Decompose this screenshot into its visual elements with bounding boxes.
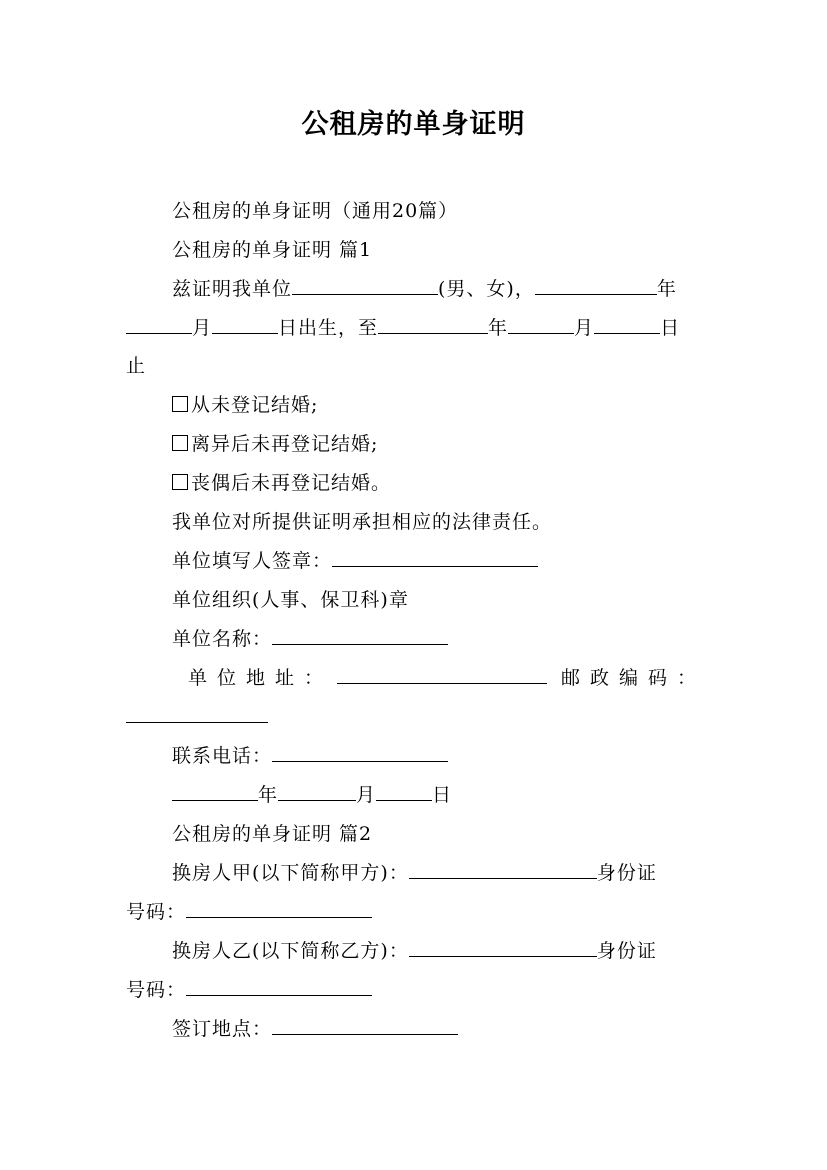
option3-label: 丧偶后未再登记结婚。 <box>191 472 392 494</box>
postcode-row <box>126 704 268 730</box>
sign-place-row <box>172 1016 458 1042</box>
signer-label: 单位填写人签章： <box>172 550 333 572</box>
s1-line3: 止 <box>126 355 147 377</box>
unit-address-row <box>188 665 706 691</box>
s1-line2-text-c: 年 <box>488 317 509 339</box>
partyA-label: 换房人甲(以下简称甲方)： <box>172 862 409 884</box>
unit-name-label: 单位名称： <box>172 628 273 650</box>
birth-day-blank[interactable] <box>212 315 278 334</box>
date-row <box>172 782 452 808</box>
sign-place-blank[interactable] <box>272 1016 458 1035</box>
option1-label: 从未登记结婚; <box>191 394 319 416</box>
unit-name-row <box>172 626 448 652</box>
partyB-id-number-label: 号码： <box>126 979 187 1001</box>
phone-blank[interactable] <box>272 743 448 762</box>
s1-line1 <box>172 276 677 302</box>
document-title: 公租房的单身证明 <box>301 109 526 140</box>
until-month-blank[interactable] <box>508 315 574 334</box>
responsibility-statement: 我单位对所提供证明承担相应的法律责任。 <box>172 511 553 533</box>
org-seal-label: 单位组织(人事、保卫科)章 <box>172 589 409 611</box>
partyB-id-blank[interactable] <box>186 977 372 996</box>
phone-row <box>172 743 448 769</box>
partyB-row <box>172 938 657 964</box>
s1-line2-text-b: 日出生，至 <box>278 317 379 339</box>
partyB-name-blank[interactable] <box>409 938 597 957</box>
sign-place-label: 签订地点： <box>172 1018 273 1040</box>
date-month-blank[interactable] <box>278 782 356 801</box>
option-never-married <box>172 392 318 418</box>
partyA-name-blank[interactable] <box>409 860 597 879</box>
date-year-blank[interactable] <box>172 782 258 801</box>
partyB-label: 换房人乙(以下简称乙方)： <box>172 940 409 962</box>
unit-address-label: 单位地址： <box>188 667 334 689</box>
phone-label: 联系电话： <box>172 745 273 767</box>
until-day-blank[interactable] <box>594 315 660 334</box>
date-month-label: 月 <box>356 784 377 806</box>
section1-heading: 公租房的单身证明 篇1 <box>172 239 373 261</box>
unit-address-blank[interactable] <box>337 665 547 684</box>
partyB-id-label: 身份证 <box>596 940 657 962</box>
s1-line2 <box>126 315 680 341</box>
name-blank[interactable] <box>292 276 438 295</box>
date-year-label: 年 <box>258 784 279 806</box>
signer-row <box>172 548 538 574</box>
option-divorced <box>172 431 378 457</box>
partyB-id-row <box>126 977 372 1003</box>
birth-month-blank[interactable] <box>126 315 192 334</box>
s1-line2-text-e: 日 <box>660 317 681 339</box>
s1-line1-text-b: (男、女)， <box>438 278 535 300</box>
section2-heading: 公租房的单身证明 篇2 <box>172 823 373 845</box>
unit-name-blank[interactable] <box>272 626 448 645</box>
date-day-blank[interactable] <box>376 782 432 801</box>
partyA-row <box>172 860 657 886</box>
postcode-blank[interactable] <box>126 704 268 723</box>
s1-line2-text-a: 月 <box>192 317 213 339</box>
date-day-label: 日 <box>432 784 453 806</box>
option-widowed <box>172 470 391 496</box>
checkbox-divorced[interactable] <box>172 435 188 451</box>
checkbox-widowed[interactable] <box>172 474 188 490</box>
partyA-id-blank[interactable] <box>186 899 372 918</box>
s1-line1-text-a: 兹证明我单位 <box>172 278 293 300</box>
signer-blank[interactable] <box>332 548 538 567</box>
checkbox-never-married[interactable] <box>172 396 188 412</box>
postcode-label: 邮政编码： <box>561 667 707 689</box>
partyA-id-label: 身份证 <box>596 862 657 884</box>
partyA-id-number-label: 号码： <box>126 901 187 923</box>
s1-line2-text-d: 月 <box>574 317 595 339</box>
option2-label: 离异后未再登记结婚; <box>191 433 379 455</box>
birth-year-blank[interactable] <box>535 276 657 295</box>
partyA-id-row <box>126 899 372 925</box>
s1-line1-text-c: 年 <box>656 278 677 300</box>
until-year-blank[interactable] <box>378 315 488 334</box>
document-subtitle: 公租房的单身证明（通用20篇） <box>172 200 459 222</box>
